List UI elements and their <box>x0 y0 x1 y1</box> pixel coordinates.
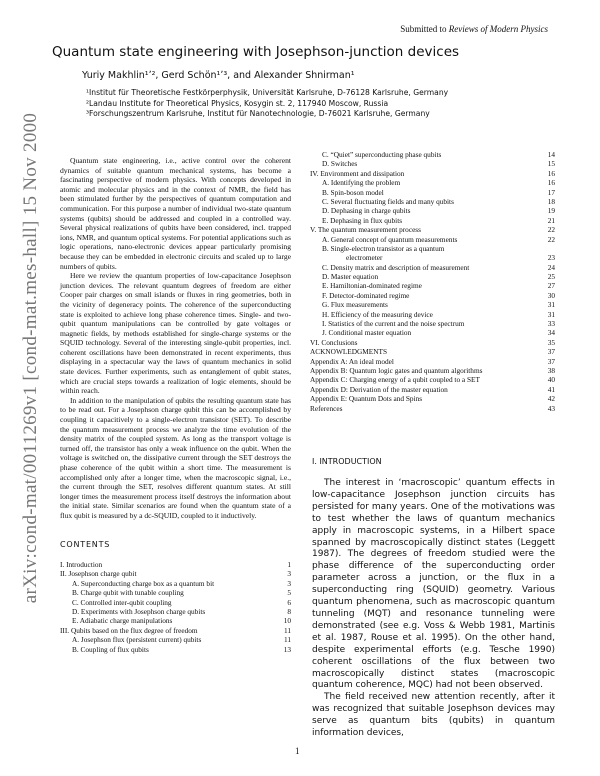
toc-entry-page: 6 <box>287 597 291 607</box>
toc-entry-page: 23 <box>547 253 555 263</box>
toc-entry-page: 10 <box>283 616 291 626</box>
toc-entry <box>310 225 555 234</box>
toc-entry-page: 3 <box>287 578 291 588</box>
arxiv-identifier: arXiv:cond-mat/0011269v1 [cond-mat.mes-hall] 15 Nov 2000 <box>20 112 41 604</box>
toc-entry-title: ACKNOWLEDGMENTS <box>310 347 388 357</box>
toc-entry-page: 41 <box>547 384 555 394</box>
toc-entry-title: E. Hamiltonian-dominated regime <box>322 281 422 291</box>
toc-entry-title: D. Dephasing in charge qubits <box>322 206 411 216</box>
contents-heading: CONTENTS <box>60 540 111 549</box>
toc-entry-title: C. Several fluctuating fields and many qubits <box>322 196 454 206</box>
toc-entry-title: B. Single-electron transistor as a quantum <box>322 243 445 253</box>
toc-entry-title: A. Identifying the problem <box>322 178 401 188</box>
intro-paragraph-2: The field received new attention recently, after it was recognized that suitable Josephson devices may serve as quantum bits (qubits) in quantum information devices, <box>312 692 555 739</box>
toc-entry-title: F. Detector-dominated regime <box>322 290 410 300</box>
submitted-prefix: Submitted to <box>400 24 449 34</box>
toc-entry <box>310 291 555 300</box>
toc-entry <box>60 560 291 569</box>
toc-entry <box>310 150 555 159</box>
toc-entry-title: C. “Quiet” superconducting phase qubits <box>322 150 442 159</box>
toc-entry-page: 8 <box>287 606 291 616</box>
toc-entry <box>310 366 555 375</box>
toc-entry-page: 34 <box>547 328 555 338</box>
toc-entry-page: 40 <box>547 375 555 385</box>
toc-entry <box>310 169 555 178</box>
toc-entry <box>310 310 555 319</box>
toc-entry <box>310 347 555 356</box>
toc-entry <box>60 635 291 644</box>
toc-entry <box>60 579 291 588</box>
toc-entry-title: H. Efficiency of the measuring device <box>322 309 433 319</box>
toc-entry <box>60 569 291 578</box>
toc-entry <box>310 178 555 187</box>
toc-entry-title: Appendix E: Quantum Dots and Spins <box>310 394 423 404</box>
toc-entry-title: Appendix D: Derivation of the master equation <box>310 384 448 394</box>
toc-entry-title: B. Spin-boson model <box>322 187 384 197</box>
toc-entry <box>310 328 555 337</box>
intro-heading: I. INTRODUCTION <box>312 457 382 466</box>
abstract-paragraph-2: Here we review the quantum properties of low-capacitance Josephson junction devices. The relevant quantum degrees of freedom are either Cooper pair charges on small islands or fluxes in ring geometries, both in the vicinity of degeneracy points. The coherence of the superconducting state is exploited to achieve long phase coherence times. Single- and two-qubit quantum manipulations can be controlled by gate voltages or magnetic fields, by methods established for single-charge systems or the SQUID technology. Several of the interesting single-qubit properties, incl. coherent oscillations have been demonstrated in recent experiments, thus displaying in a spectacular way the laws of quantum mechanics in solid state devices. Further experiments, such as entanglement of qubit states, which are crucial steps towards a realization of logic elements, should be within reach. <box>60 271 291 396</box>
toc-entry-page: 21 <box>547 215 555 225</box>
toc-entry-page: 3 <box>287 569 291 579</box>
intro-paragraph-1: The interest in ‘macroscopic’ quantum effects in low-capacitance Josephson junction circuits has persisted for many years. One of the motivations was to test whether the laws of quantum mechanics apply in macroscopic systems, in a Hilbert space spanned by macroscopically distinct states (Leggett 1987). The degrees of freedom studied were the phase difference of the superconducting order parameter across a junction, or the flux in a superconducting ring (SQUID) geometry. Various quantum phenomena, such as macroscopic quantum tunneling (MQT) and resonance tunneling were demonstrated (see e.g. Voss & Webb 1981, Martinis et al. 1987, Rouse et al. 1995). On the other hand, despite experimental efforts (e.g. Tesche 1990) coherent oscillations of the flux between two macroscopically distinct states (macroscopic quantum coherence, MQC) had not been observed. <box>312 478 555 691</box>
paper-title: Quantum state engineering with Josephson-junction devices <box>52 44 460 60</box>
introduction-text <box>312 478 555 740</box>
toc-column-right <box>310 150 555 413</box>
toc-entry-page: 17 <box>547 187 555 197</box>
toc-entry-title: B. Charge qubit with tunable coupling <box>72 588 184 598</box>
toc-entry <box>310 253 555 262</box>
toc-entry <box>310 263 555 272</box>
toc-entry-title: D. Switches <box>322 159 358 169</box>
toc-entry <box>310 188 555 197</box>
toc-entry-page: 11 <box>283 625 291 635</box>
toc-entry-page: 22 <box>547 234 555 244</box>
toc-entry-page: 14 <box>547 150 555 159</box>
toc-entry-title: A. Superconducting charge box as a quantum bit <box>72 578 215 588</box>
abstract-paragraph-3: In addition to the manipulation of qubits the resulting quantum state has to be read out. For a Josephson charge qubit this can be accomplished by coupling it capacitively to a single-electron transistor (SET). To describe the quantum measurement process we analyze the time evolution of the density matrix of the coupled system. As long as the transport voltage is turned off, the transistor has only a weak influence on the qubit. When the voltage is switched on, the dissipative current through the SET destroys the phase coherence of the qubit within a short time. The measurement is accomplished only after a longer time, when the macroscopic signal, i.e., the current through the SET, resolves different quantum states. At still longer times the measurement process itself destroys the information about the initial state. Similar scenarios are found when the quantum state of a flux qubit is measured by a dc-SQUID, coupled to it inductively. <box>60 395 291 520</box>
toc-entry-page: 24 <box>547 262 555 272</box>
toc-entry-page: 38 <box>547 365 555 375</box>
toc-entry-title: VI. Conclusions <box>310 337 358 347</box>
toc-entry <box>310 272 555 281</box>
toc-entry <box>310 319 555 328</box>
toc-entry-title: E. Adiabatic charge manipulations <box>72 616 173 626</box>
toc-entry-title: A. Josephson flux (persistent current) qubits <box>72 635 202 645</box>
toc-entry <box>310 357 555 366</box>
toc-entry-page: 16 <box>547 168 555 178</box>
toc-entry-title: A. General concept of quantum measurements <box>322 234 458 244</box>
toc-entry-page: 27 <box>547 281 555 291</box>
toc-entry <box>310 375 555 384</box>
toc-entry-title: J. Conditional master equation <box>322 328 412 338</box>
submission-note <box>400 24 548 34</box>
toc-entry-page: 19 <box>547 206 555 216</box>
toc-entry <box>310 300 555 309</box>
toc-entry-title: Appendix A: An ideal model <box>310 356 394 366</box>
toc-entry-page: 30 <box>547 290 555 300</box>
toc-entry <box>60 598 291 607</box>
toc-entry-page: 31 <box>547 309 555 319</box>
toc-entry <box>310 235 555 244</box>
toc-entry <box>60 588 291 597</box>
journal-name: Reviews of Modern Physics <box>448 24 548 34</box>
toc-entry-page: 31 <box>547 300 555 310</box>
toc-entry-page: 11 <box>283 635 291 645</box>
affiliation-1: ¹Institut für Theoretische Festkörperphysik, Universität Karlsruhe, D-76128 Karlsruhe, Germany <box>86 88 449 97</box>
toc-entry-title: G. Flux measurements <box>322 300 388 310</box>
toc-entry <box>310 244 555 253</box>
toc-entry-title: electrometer <box>346 253 383 263</box>
toc-entry <box>310 394 555 403</box>
toc-entry <box>310 338 555 347</box>
toc-entry <box>310 281 555 290</box>
toc-entry-title: V. The quantum measurement process <box>310 225 421 235</box>
page-number: 1 <box>295 746 300 756</box>
toc-entry-title: E. Dephasing in flux qubits <box>322 215 403 225</box>
toc-entry-page: 37 <box>547 347 555 357</box>
toc-entry-page: 22 <box>547 225 555 235</box>
toc-entry-title: II. Josephson charge qubit <box>60 569 137 579</box>
toc-entry-title: Appendix B: Quantum logic gates and quantum algorithms <box>310 365 483 375</box>
toc-entry <box>310 159 555 168</box>
toc-entry <box>310 385 555 394</box>
toc-entry <box>60 607 291 616</box>
toc-entry-title: B. Coupling of flux qubits <box>72 644 149 654</box>
toc-entry-page: 25 <box>547 272 555 282</box>
toc-entry-page: 37 <box>547 356 555 366</box>
affiliation-3: ³Forschungszentrum Karlsruhe, Institut für Nanotechnologie, D-76021 Karlsruhe, Germany <box>86 109 430 119</box>
toc-entry-title: References <box>310 403 343 413</box>
toc-entry-page: 15 <box>547 159 555 169</box>
toc-entry-page: 43 <box>547 403 555 413</box>
toc-entry-title: I. Statistics of the current and the noise spectrum <box>322 319 465 329</box>
affiliation-2: ²Landau Institute for Theoretical Physics, Kosygin st. 2, 117940 Moscow, Russia <box>86 98 389 108</box>
abstract-paragraph-1: Quantum state engineering, i.e., active control over the coherent dynamics of suitable quantum mechanical systems, has become a fascinating perspective of modern physics. With concepts developed in atomic and molecular physics and in the context of NMR, the field has been stimulated further by the perspectives of quantum computation and communication. For this purpose a number of individual two-state quantum systems (qubits) should be addressed and coupled in a controlled way. Several physical realizations of qubits have been considered, incl. trapped ions, NMR, and quantum optical systems. For potential applications such as logic operations, nano-electronic devices appear particularly promising because they can be embedded in electronic circuits and scaled up to large numbers of qubits. <box>60 156 291 271</box>
toc-entry <box>310 216 555 225</box>
toc-entry-page: 13 <box>283 644 291 654</box>
abstract <box>60 156 291 521</box>
toc-entry-title: Appendix C: Charging energy of a qubit coupled to a SET <box>310 375 480 385</box>
arxiv-stamp <box>14 108 48 608</box>
toc-entry <box>310 206 555 215</box>
toc-entry-page: 5 <box>287 588 291 598</box>
toc-entry-title: III. Qubits based on the flux degree of freedom <box>60 625 198 635</box>
toc-entry-page: 33 <box>547 319 555 329</box>
toc-entry <box>310 404 555 413</box>
toc-entry <box>60 645 291 654</box>
toc-entry-page: 35 <box>547 337 555 347</box>
toc-column-left <box>60 560 291 654</box>
toc-entry <box>60 616 291 625</box>
toc-entry-page: 1 <box>287 560 291 569</box>
toc-entry-title: D. Master equation <box>322 272 379 282</box>
toc-entry-page: 18 <box>547 196 555 206</box>
toc-entry-title: I. Introduction <box>60 560 103 569</box>
toc-entry-title: C. Density matrix and description of measurement <box>322 262 470 272</box>
toc-entry <box>60 626 291 635</box>
toc-entry-title: D. Experiments with Josephson charge qubits <box>72 606 206 616</box>
author-list: Yuriy Makhlin¹ʼ², Gerd Schön¹ʼ³, and Alexander Shnirman¹ <box>82 70 355 81</box>
toc-entry-title: C. Controlled inter-qubit coupling <box>72 597 172 607</box>
toc-entry-title: IV. Environment and dissipation <box>310 168 405 178</box>
toc-entry-page: 42 <box>547 394 555 404</box>
toc-entry-page: 16 <box>547 178 555 188</box>
toc-entry <box>310 197 555 206</box>
